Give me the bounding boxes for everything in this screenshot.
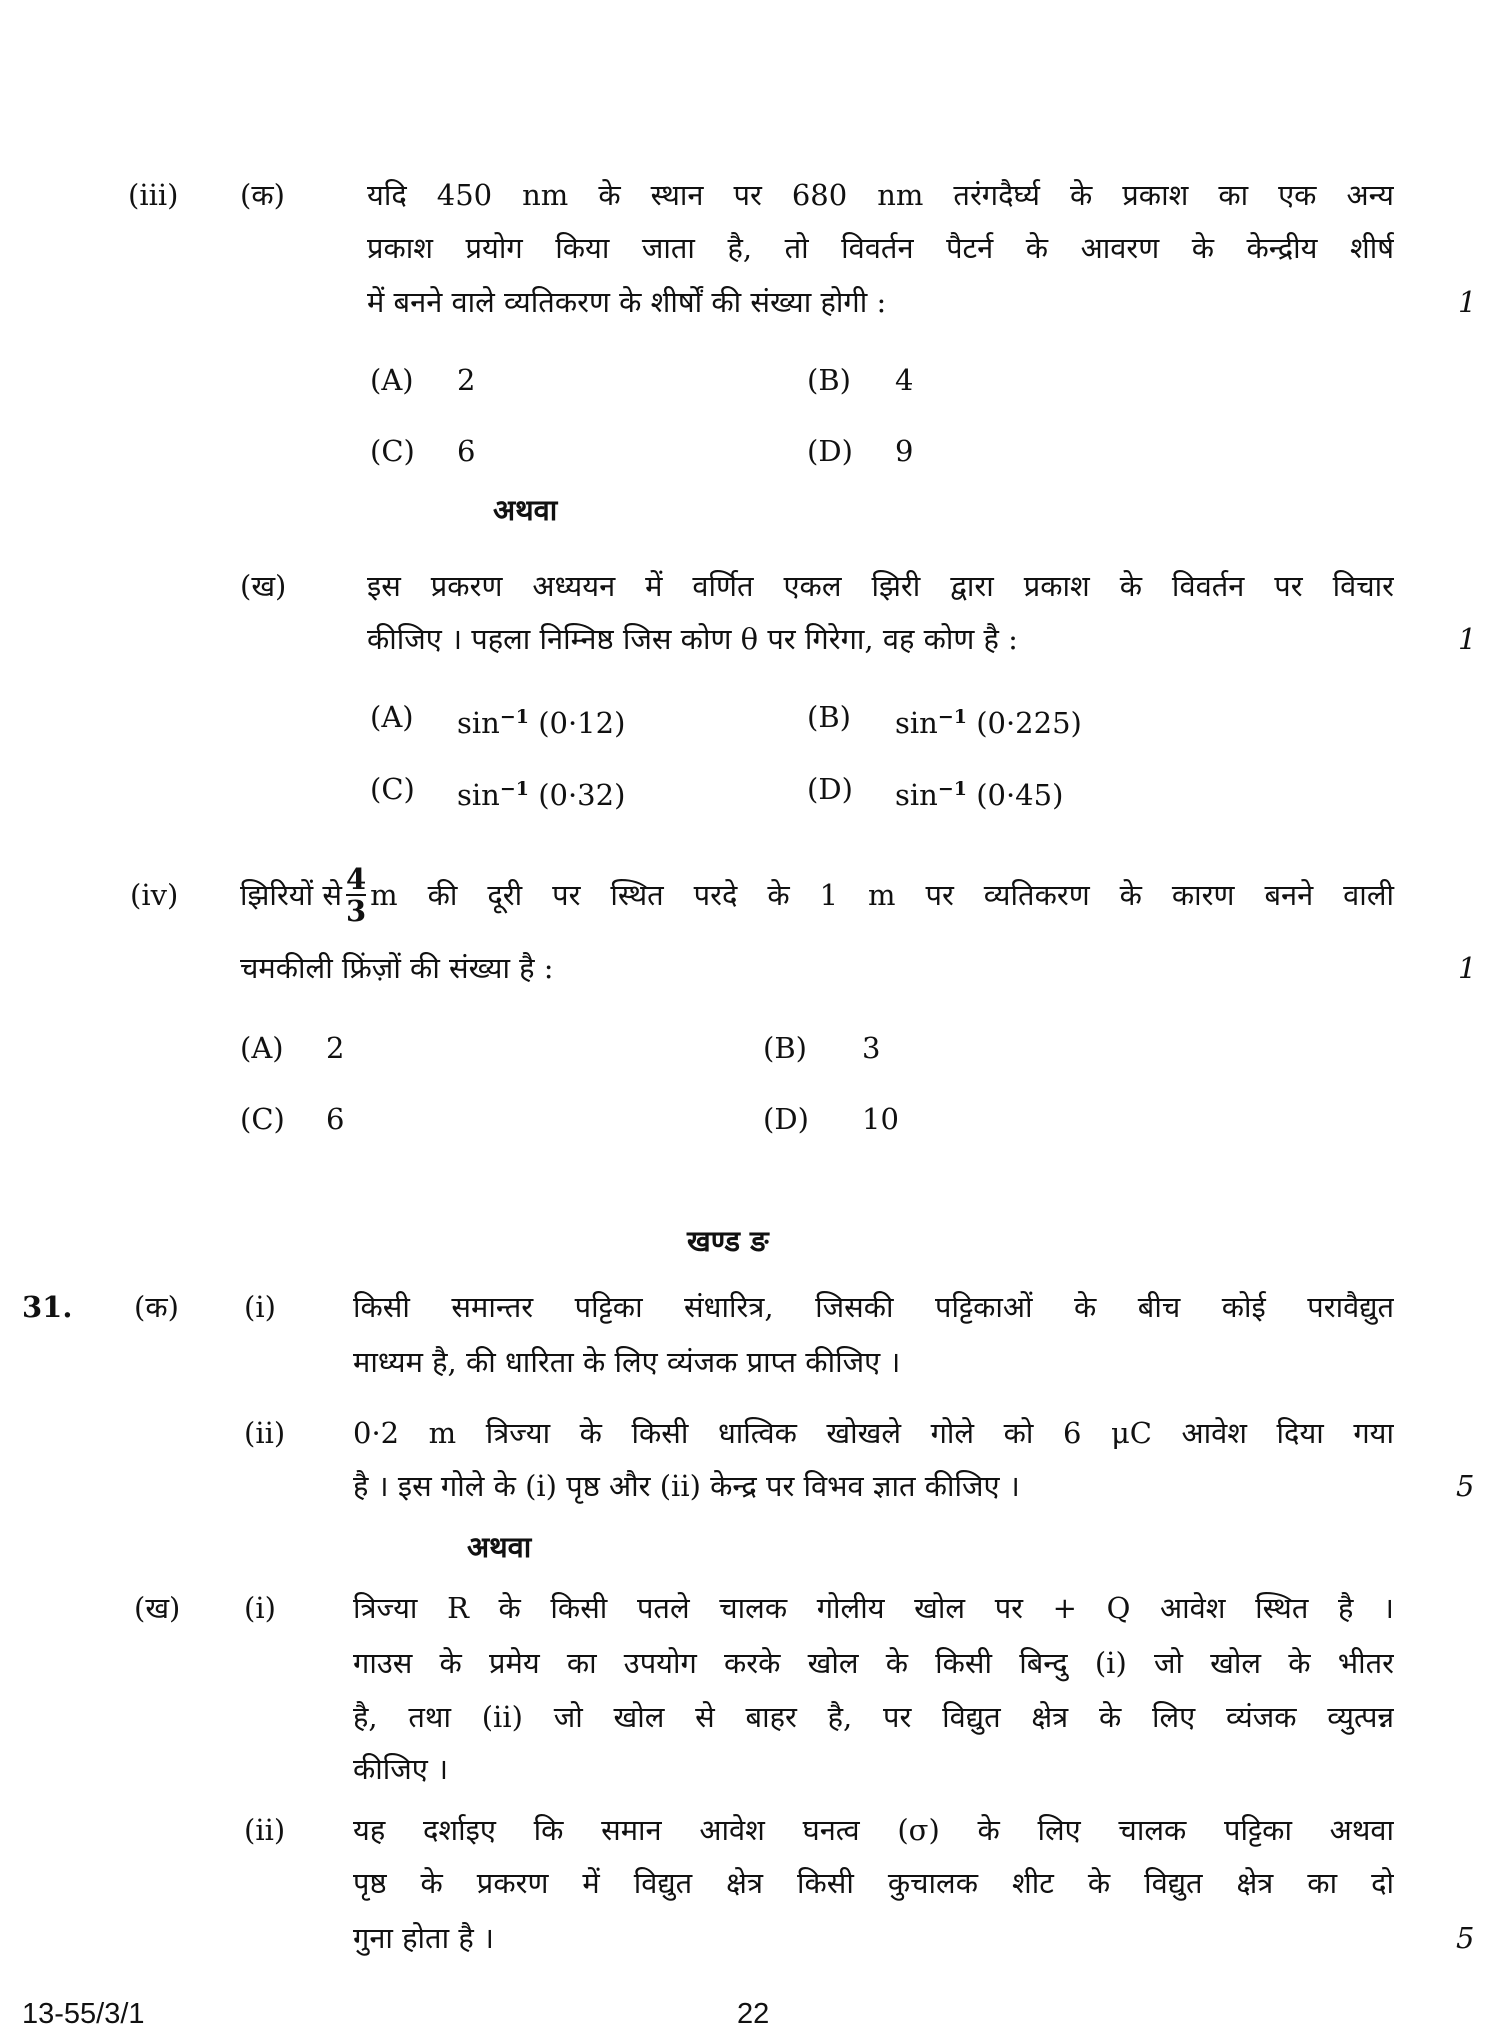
marks: 5 [1456,1921,1475,1955]
option-label-kha: (ख) [240,569,287,603]
option-label-kha: (ख) [134,1591,181,1625]
question-text-line: झिरियों से $\frac{4}{3}$ m की दूरी पर स्थित परदे के 1 m पर व्यतिकरण के कारण बनने वाली [240,862,1394,928]
choice-value: $\sin^{-1} (0\cdot 12)$ [457,706,626,740]
question-text-line: है । इस गोले के (i) पृष्ठ और (ii) केन्द्र पर विभव ज्ञात कीजिए । [353,1469,1020,1503]
question-number: (iii) [128,178,179,212]
or-separator: अथवा [467,1530,532,1564]
choice-value: 9 [895,434,914,468]
question-text-line: त्रिज्या R के किसी पतले चालक गोलीय खोल पर + Q आवेश स्थित है । [353,1591,1394,1625]
choice-value: 2 [326,1031,345,1065]
choice-value: 3 [862,1031,881,1065]
choice-label: (B) [807,363,851,397]
or-separator: अथवा [493,493,558,527]
choice-label: (D) [807,434,853,468]
question-text-line: गाउस के प्रमेय का उपयोग करके खोल के किसी बिन्दु (i) जो खोल के भीतर [353,1646,1394,1680]
choice-label: (A) [370,700,414,734]
choice-label: (C) [240,1102,285,1136]
question-text-line: गुना होता है । [353,1921,494,1955]
question-text-line: है, तथा (ii) जो खोल से बाहर है, पर विद्युत क्षेत्र के लिए व्यंजक व्युत्पन्न [353,1700,1394,1734]
question-text-line: प्रकाश प्रयोग किया जाता है, तो विवर्तन पैटर्न के आवरण के केन्द्रीय शीर्ष [367,231,1394,265]
choice-label: (D) [807,772,853,806]
question-number: (iv) [130,878,179,912]
choice-label: (B) [763,1031,807,1065]
question-text-line: माध्यम है, की धारिता के लिए व्यंजक प्राप्त कीजिए । [353,1345,901,1379]
question-text-line: यदि 450 nm के स्थान पर 680 nm तरंगदैर्घ्य के प्रकाश का एक अन्य [367,178,1394,212]
sub-label: (ii) [244,1813,286,1847]
choice-label: (C) [370,434,415,468]
choice-label: (D) [763,1102,809,1136]
marks: 1 [1458,951,1477,985]
question-text-line: कीजिए । [353,1752,449,1786]
option-label-ka: (क) [240,178,285,212]
choice-value: $\sin^{-1} (0\cdot 225)$ [895,706,1082,740]
marks: 1 [1458,622,1477,656]
question-text-line: पृष्ठ के प्रकरण में विद्युत क्षेत्र किसी कुचालक शीट के विद्युत क्षेत्र का दो [353,1866,1394,1900]
fraction: $\frac{4}{3}$ [345,862,367,928]
sub-label: (i) [244,1591,276,1625]
question-number: 31. [22,1290,73,1324]
question-text-line: इस प्रकरण अध्ययन में वर्णित एकल झिरी द्वारा प्रकाश के विवर्तन पर विचार [367,569,1394,603]
choice-label: (B) [807,700,851,734]
choice-label: (C) [370,772,415,806]
section-heading: खण्ड ङ [687,1224,769,1258]
paper-code: 13-55/3/1 [22,1998,145,2030]
page-number: 22 [737,1998,770,2030]
question-text-line: कीजिए । पहला निम्निष्ठ जिस कोण θ पर गिरेगा, वह कोण है : [367,622,1018,656]
choice-value: 10 [862,1102,899,1136]
sub-label: (i) [244,1290,276,1324]
choice-value: 4 [895,363,914,397]
question-text-line: यह दर्शाइए कि समान आवेश घनत्व (σ) के लिए चालक पट्टिका अथवा [353,1813,1394,1847]
choice-label: (A) [240,1031,284,1065]
marks: 1 [1458,285,1477,319]
choice-value: 2 [457,363,476,397]
choice-value: $\sin^{-1} (0\cdot 32)$ [457,778,626,812]
choice-value: 6 [326,1102,345,1136]
question-text-line: चमकीली फ्रिंज़ों की संख्या है : [240,951,554,985]
option-label-ka: (क) [134,1290,179,1324]
question-text-line: में बनने वाले व्यतिकरण के शीर्षों की संख्या होगी : [367,285,887,319]
choice-value: 6 [457,434,476,468]
choice-value: $\sin^{-1} (0\cdot 45)$ [895,778,1064,812]
question-text-line: 0·2 m त्रिज्या के किसी धात्विक खोखले गोले को 6 μC आवेश दिया गया [353,1416,1394,1450]
question-text-line: किसी समान्तर पट्टिका संधारित्र, जिसकी पट्टिकाओं के बीच कोई परावैद्युत [353,1290,1394,1324]
sub-label: (ii) [244,1416,286,1450]
choice-label: (A) [370,363,414,397]
marks: 5 [1456,1469,1475,1503]
